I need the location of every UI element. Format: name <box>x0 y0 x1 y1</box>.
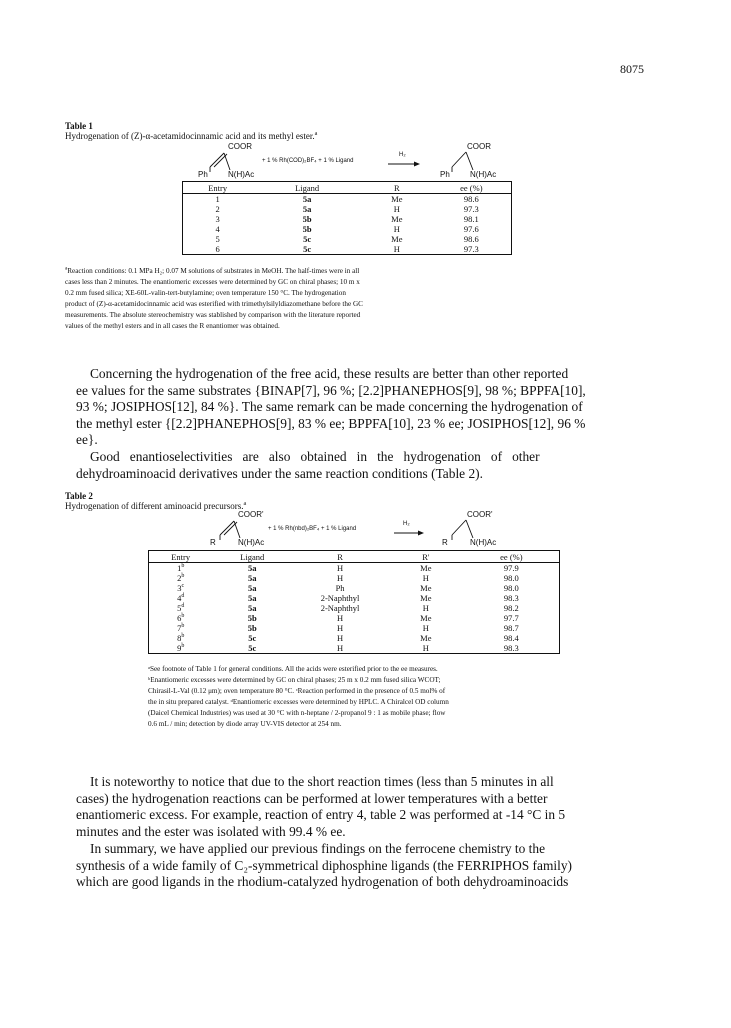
table-row <box>149 643 560 654</box>
table-row <box>183 244 512 255</box>
reactant-nhac-label: N(H)Ac <box>228 170 255 179</box>
h2-label: H₂ <box>399 152 406 158</box>
r-prime-cell: Me <box>420 593 432 603</box>
table2-reaction-scheme <box>190 510 560 550</box>
footnote-line: 0.6 mL / min; detection by diode array UV-VIS detector at 254 nm. <box>148 720 342 728</box>
r-cell: H <box>336 573 344 583</box>
footnote-mark: a <box>65 266 68 272</box>
entry-cell: 7$^b$ <box>149 623 213 633</box>
r-cell: Ph <box>335 583 345 593</box>
table-row <box>149 583 560 593</box>
table1-footnote <box>65 266 635 332</box>
ee-cell: 98.7 <box>464 623 560 633</box>
table-row <box>183 204 512 214</box>
ligand-cell: 5c <box>303 234 312 244</box>
r-prime-cell: Me <box>420 583 432 593</box>
product-coor-label: COOR' <box>467 510 493 519</box>
text-line: synthesis of a wide family of C₂-symmetrical diphosphine ligands (the FERRIPHOS family) <box>76 857 572 873</box>
footnote-line: (Daicel Chemical Industries) was used at 30 °C with n-heptane / 2-propanol 9 : 1 as mobile phase; flow <box>148 709 446 717</box>
text-line: ee values for the same substrates {BINAP[7], 96 %; [2.2]PHANEPHOS[9], 98 %; BPPFA[10], <box>76 382 586 398</box>
text-line: It is noteworthy to notice that due to the short reaction times (less than 5 minutes in all <box>90 774 554 789</box>
table2-caption: Hydrogenation of different aminoacid precursors.$^a$ <box>65 500 247 511</box>
ee-cell: 98.1 <box>432 214 512 224</box>
entry-cell: 4$^d$ <box>149 593 213 603</box>
product-nhac-label: N(H)Ac <box>470 170 497 179</box>
table-row <box>149 573 560 583</box>
ee-cell: 97.6 <box>432 224 512 234</box>
table2-header-ligand: Ligand <box>212 551 292 563</box>
r-cell: H <box>393 224 400 234</box>
footnote-line: Chirasil-L-Val (0.12 μm); oven temperature 80 °C. ᶜReaction performed in the presence of 0.5 mol% of <box>148 687 446 695</box>
table1-header-entry: Entry <box>183 182 253 194</box>
reagents-label: + 1 % Rh(COD)₂BF₄ + 1 % Ligand <box>262 158 354 164</box>
paragraph-2 <box>76 449 656 482</box>
text-line: ee}. <box>76 432 98 447</box>
ligand-cell: 5a <box>248 593 257 603</box>
entry-cell: 3$^c$ <box>149 583 213 593</box>
table2-header-r-prime: R' <box>388 551 464 563</box>
ee-cell: 97.9 <box>464 563 560 574</box>
r-prime-cell: H <box>388 643 464 654</box>
reactant-coor-label: COOR' <box>238 510 264 519</box>
entry-cell: 5$^d$ <box>149 603 213 613</box>
footnote-line: values of the methyl esters and in all cases the R enantiomer was obtained. <box>65 322 280 330</box>
table-row <box>149 563 560 574</box>
ligand-cell: 5a <box>302 194 312 204</box>
entry-cell: 4 <box>183 224 253 234</box>
r-prime-cell: Me <box>420 633 432 643</box>
footnote-line: Reaction conditions: 0.1 MPa H₂; 0.07 M solutions of substrates in MeOH. The half-times were in all <box>67 267 360 275</box>
table2-grid <box>148 550 560 654</box>
ligand-cell: 5a <box>302 204 312 214</box>
text-line: the methyl ester {[2.2]PHANEPHOS[9], 83 % ee; BPPFA[10], 23 % ee; JOSIPHOS[12], 96 % <box>76 415 586 431</box>
table1-grid <box>182 181 512 255</box>
product-r-label: R <box>442 538 448 547</box>
r-prime-cell: Me <box>420 563 432 573</box>
ligand-cell: 5c <box>212 643 292 654</box>
ligand-cell: 5c <box>252 244 362 255</box>
reactant-r-label: R <box>210 538 216 547</box>
reagents-label: + 1 % Rh(nbd)₂BF₄ + 1 % Ligand <box>268 526 357 532</box>
footnote-line: ᵃSee footnote of Table 1 for general conditions. All the acids were esterified prior to the ee measures. <box>148 665 438 673</box>
table1-reaction-scheme <box>170 142 550 180</box>
ee-cell: 97.3 <box>432 204 512 214</box>
table2-header-ee: ee (%) <box>464 551 560 563</box>
r-cell: H <box>362 244 432 255</box>
ligand-cell: 5c <box>248 633 257 643</box>
r-cell: H <box>336 623 344 633</box>
entry-cell: 8$^b$ <box>149 633 213 643</box>
r-cell: H <box>336 633 344 643</box>
ligand-cell: 5b <box>302 214 312 224</box>
ligand-cell: 5b <box>247 613 257 623</box>
entry-cell: 2 <box>183 204 253 214</box>
table1-header-r: R <box>362 182 432 194</box>
footnote-line: product of (Z)-α-acetamidocinnamic acid was esterified with trimethylsilyldiazomethane before the GC <box>65 300 363 308</box>
product-coor-label: COOR <box>467 142 491 151</box>
table2-header-entry: Entry <box>149 551 213 563</box>
table2-header-r: R <box>292 551 388 563</box>
h2-label: H₂ <box>403 521 410 527</box>
ee-cell: 98.0 <box>464 573 560 583</box>
text-line: enantiomeric excess. For example, reaction of entry 4, table 2 was performed at -14 °C in 5 <box>76 807 566 822</box>
entry-cell: 1$^b$ <box>149 563 213 574</box>
ee-cell: 98.0 <box>464 583 560 593</box>
paragraph-1 <box>76 366 656 449</box>
text-line: 93 %; JOSIPHOS[12], 84 %}. The same remark can be made concerning the hydrogenation of <box>76 399 583 414</box>
r-prime-cell: H <box>422 573 429 583</box>
text-line: minutes and the ester was isolated with 99.4 % ee. <box>76 823 346 839</box>
table1-caption: Hydrogenation of (Z)-α-acetamidocinnamic acid and its methyl ester.$^a$ <box>65 130 318 141</box>
text-line: In summary, we have applied our previous findings on the ferrocene chemistry to the <box>90 841 546 856</box>
table-row <box>183 194 512 205</box>
table2-label: Table 2 <box>65 491 93 501</box>
entry-cell: 3 <box>183 214 253 224</box>
r-cell: Me <box>391 234 403 244</box>
ee-cell: 97.7 <box>464 613 560 623</box>
r-cell: H <box>336 563 344 573</box>
entry-cell: 9$^b$ <box>149 643 213 654</box>
table-row <box>149 593 560 603</box>
footnote-line: 0.2 mm fused silica; XE-60L-valin-tert-butylamine; oven temperature 150 °C. The hydrogenation <box>65 289 346 297</box>
ee-cell: 98.3 <box>464 593 560 603</box>
footnote-line: measurements. The absolute stereochemistry was stablished by comparison with the literature reported <box>65 311 361 319</box>
paragraph-3 <box>76 774 656 840</box>
product-ph-label: Ph <box>440 170 450 179</box>
table-row <box>149 623 560 633</box>
reactant-nhac-label: N(H)Ac <box>238 538 265 547</box>
table-row <box>183 224 512 234</box>
r-cell: Me <box>391 214 403 224</box>
r-cell: H <box>336 613 344 623</box>
text-line: cases) the hydrogenation reactions can be performed at lower temperatures with a better <box>76 790 548 806</box>
paragraph-4 <box>76 841 656 891</box>
ligand-cell: 5a <box>248 563 257 573</box>
ee-cell: 98.3 <box>464 643 560 654</box>
r-cell: 2-Naphthyl <box>320 603 360 613</box>
reactant-coor-label: COOR <box>228 142 252 151</box>
text-line: Good enantioselectivities are also obtained in the hydrogenation of other <box>90 449 540 464</box>
r-prime-cell: H <box>422 603 429 613</box>
footnote-line: the in situ prepared catalyst. ᵈEnantiomeric excesses were determined by HPLC. A Chiralcel OD column <box>148 698 449 706</box>
entry-cell: 2$^b$ <box>149 573 213 583</box>
reactant-ph-label: Ph <box>198 170 208 179</box>
text-line: dehydroaminoacid derivatives under the same reaction conditions (Table 2). <box>76 465 483 481</box>
footnote-line: cases less than 2 minutes. The enantiomeric excesses were determined by GC on chiral phases; 10 m x <box>65 278 360 286</box>
r-cell: H <box>292 643 388 654</box>
table-row <box>149 603 560 613</box>
entry-cell: 1 <box>183 194 253 205</box>
ligand-cell: 5a <box>248 603 257 613</box>
ee-cell: 98.4 <box>464 633 560 643</box>
ee-cell: 98.6 <box>432 234 512 244</box>
ligand-cell: 5b <box>302 224 312 234</box>
footnote-line: ᵇEnantiomeric excesses were determined by GC on chiral phases; 25 m x 0.2 mm fused silica WCOT; <box>148 676 441 684</box>
page-number: 8075 <box>620 62 644 76</box>
ligand-cell: 5b <box>247 623 257 633</box>
table-row <box>149 633 560 643</box>
text-line: which are good ligands in the rhodium-catalyzed hydrogenation of both dehydroaminoacids <box>76 874 569 889</box>
text-line: Concerning the hydrogenation of the free acid, these results are better than other reported <box>90 366 569 381</box>
ligand-cell: 5a <box>248 583 257 593</box>
entry-cell: 6 <box>183 244 253 255</box>
product-nhac-label: N(H)Ac <box>470 538 497 547</box>
table-row <box>183 234 512 244</box>
r-cell: H <box>393 204 400 214</box>
ee-cell: 97.3 <box>432 244 512 255</box>
r-cell: Me <box>391 194 403 204</box>
table-row <box>149 613 560 623</box>
table1-label: Table 1 <box>65 121 93 131</box>
table2-footnote <box>148 664 648 730</box>
r-cell: 2-Naphthyl <box>320 593 360 603</box>
r-prime-cell: H <box>422 623 429 633</box>
table-row <box>183 214 512 224</box>
r-prime-cell: Me <box>420 613 432 623</box>
ee-cell: 98.2 <box>464 603 560 613</box>
table1-header-ee: ee (%) <box>432 182 512 194</box>
entry-cell: 6$^b$ <box>149 613 213 623</box>
ligand-cell: 5a <box>248 573 257 583</box>
ee-cell: 98.6 <box>432 194 512 205</box>
entry-cell: 5 <box>183 234 253 244</box>
table1-header-ligand: Ligand <box>252 182 362 194</box>
